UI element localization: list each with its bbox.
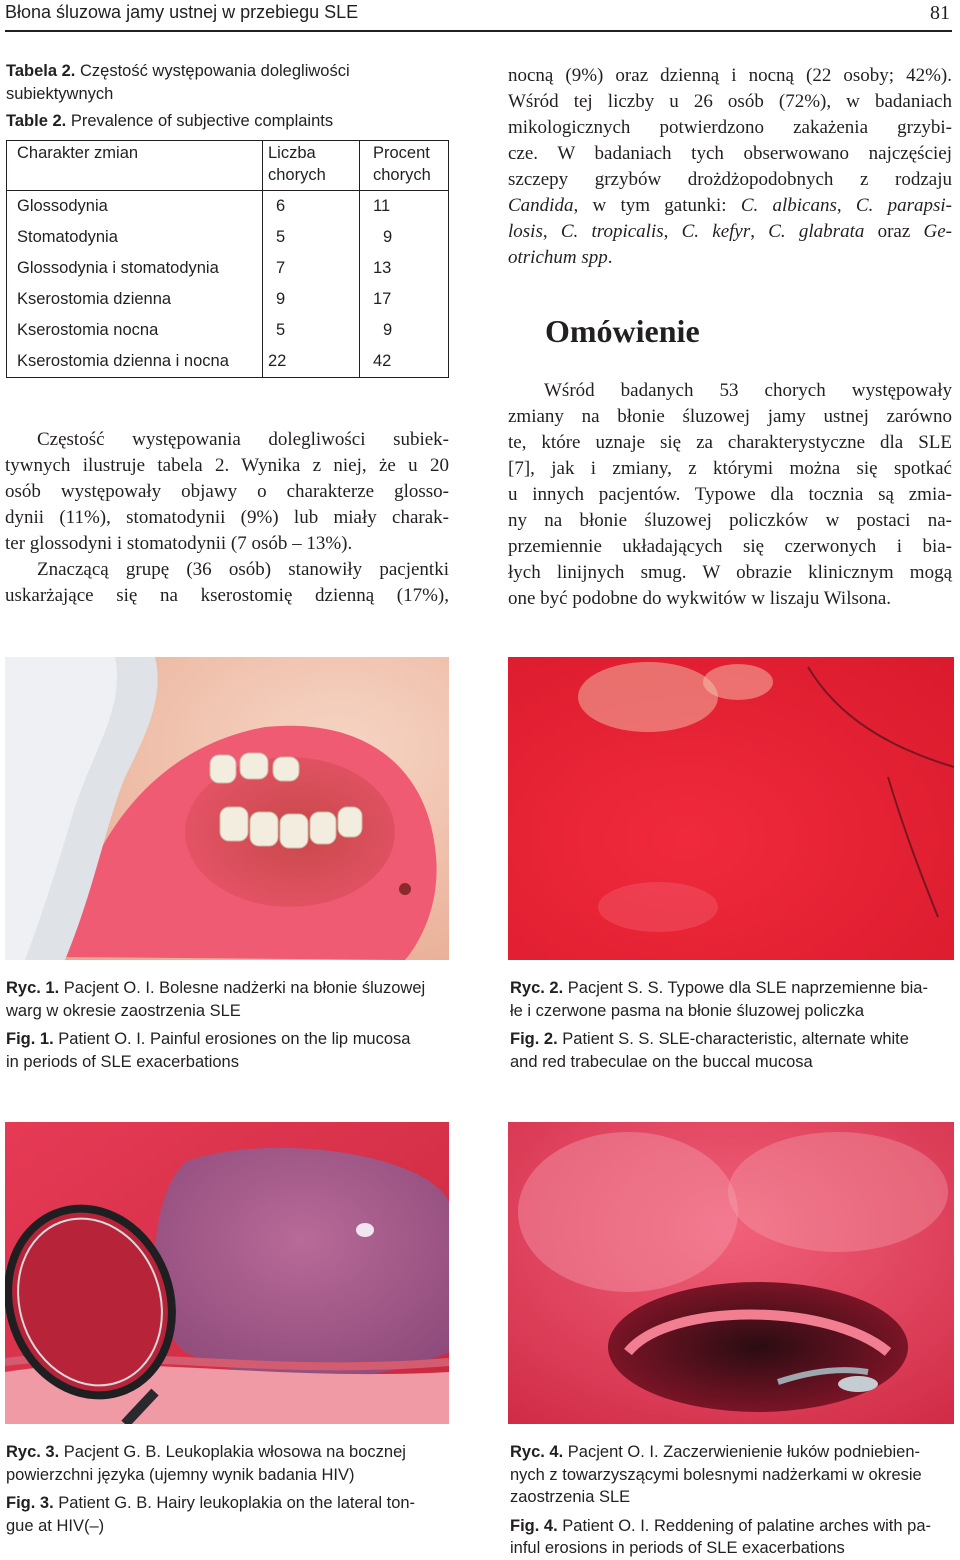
text-line: przemiennie układających się czerwonych i bia- — [508, 536, 952, 557]
text-line — [508, 245, 952, 271]
table-row-count: 22 — [268, 352, 287, 370]
section-heading: Omówienie — [545, 313, 700, 349]
text-fragment: , — [750, 221, 769, 242]
table-row-count: 6 — [276, 197, 286, 215]
table-row-percent: 9 — [383, 228, 393, 246]
header-rule — [5, 30, 952, 32]
page-number: 81 — [930, 2, 950, 24]
text-line: uskarżające się na kserostomię dzienną (17%), — [5, 585, 449, 606]
caption-text: Patient S. S. SLE-characteristic, alternate white — [562, 1030, 909, 1048]
species-name: C. albicans — [740, 195, 837, 216]
text-line: ny na błonie śluzowej policzków w postaci na- — [508, 510, 952, 531]
caption-label: Fig. 2. — [510, 1030, 558, 1048]
caption-label: Fig. 1. — [6, 1030, 54, 1048]
figure-4-photo — [508, 1122, 954, 1424]
table-header-type: Charakter zmian — [17, 144, 139, 162]
text-line: Wśród tej liczby u 26 osób (72%), w badaniach — [508, 91, 952, 112]
genus-name: otrichum spp — [508, 247, 608, 268]
figure-2-photo — [508, 657, 954, 960]
table-header-count-line1: Liczba — [268, 144, 316, 162]
text-line: cze. W badaniach tych obserwowano najczęściej — [508, 143, 952, 164]
species-name: C. tropicalis — [560, 221, 664, 242]
caption-text: Patient G. B. Hairy leukoplakia on the lateral ton- — [58, 1494, 416, 1512]
table-row-percent: 13 — [373, 259, 392, 277]
text-fragment: , — [542, 221, 561, 242]
species-name: C. glabrata — [768, 221, 865, 242]
table-column-divider — [262, 141, 263, 377]
caption-label: Fig. 3. — [6, 1494, 54, 1512]
text-line: Częstość występowania dolegliwości subiek- — [37, 429, 449, 450]
body-paragraph — [508, 63, 952, 271]
text-line: nocną (9%) oraz dzienną i nocną (22 osoby; 42%). — [508, 65, 952, 86]
figure-3-caption — [6, 1441, 415, 1537]
caption-text: and red trabeculae on the buccal mucosa — [510, 1052, 813, 1071]
text-fragment: oraz — [864, 221, 924, 242]
caption-text: inful erosions in periods of SLE exacerbations — [510, 1539, 845, 1557]
table-row-label: Kserostomia nocna — [17, 321, 159, 339]
table-header-rule — [7, 190, 448, 191]
table-caption-en-label: Table 2. — [6, 112, 67, 130]
text-line: tywnych ilustruje tabela 2. Wynika z niej, że u 20 — [5, 455, 449, 476]
caption-text: gue at HIV(–) — [6, 1516, 105, 1535]
table-caption-pl-label: Tabela 2. — [6, 62, 76, 80]
genus-name: Ge- — [923, 221, 953, 242]
table-row-count: 5 — [276, 228, 286, 246]
caption-label: Fig. 4. — [510, 1516, 558, 1535]
caption-label: Ryc. 1. — [6, 979, 60, 997]
species-name: C. kefyr — [681, 221, 751, 242]
text-line: łych linijnych smug. W obrazie klinicznym mogą — [508, 562, 952, 583]
caption-text: Pacjent G. B. Leukoplakia włosowa na bocznej — [63, 1443, 406, 1461]
caption-label: Ryc. 2. — [510, 979, 564, 997]
table-row-label: Kserostomia dzienna i nocna — [17, 352, 229, 370]
body-paragraph — [5, 427, 449, 557]
table-row-label: Stomatodynia — [17, 228, 118, 246]
complaints-table — [6, 140, 449, 378]
table-caption-pl-line1: Częstość występowania dolegliwości — [80, 62, 350, 80]
text-line — [508, 219, 952, 245]
table-row-percent: 17 — [373, 290, 392, 308]
caption-text: Patient O. I. Painful erosiones on the lip mucosa — [58, 1030, 411, 1048]
table-row-percent: 42 — [373, 352, 392, 370]
text-line: osób występowały objawy o charakterze glosso- — [5, 481, 449, 502]
table-row-count: 9 — [276, 290, 286, 308]
species-name: C. parapsi- — [855, 195, 952, 216]
table-header-percent — [373, 142, 431, 186]
caption-label: Ryc. 4. — [510, 1443, 564, 1461]
caption-text: warg w okresie zaostrzenia SLE — [6, 1001, 241, 1020]
table-header-count-line2: chorych — [268, 166, 326, 184]
body-paragraph — [508, 378, 952, 612]
text-line: Znaczącą grupę (36 osób) stanowiły pacjentki — [37, 559, 449, 580]
caption-text: Pacjent O. I. Zaczerwienienie łuków podniebien- — [567, 1443, 920, 1461]
caption-text: łe i czerwone pasma na błonie śluzowej policzka — [510, 1001, 865, 1020]
genus-name: Candida — [508, 195, 574, 216]
caption-text: nych z towarzyszącymi bolesnymi nadżerkami w okresie — [510, 1465, 922, 1484]
table-row-percent: 9 — [383, 321, 393, 339]
body-paragraph — [5, 557, 449, 609]
caption-label: Ryc. 3. — [6, 1443, 60, 1461]
table-header-percent-line2: chorych — [373, 166, 431, 184]
text-fragment: , w tym gatunki: — [573, 195, 741, 216]
table-row-percent: 11 — [373, 197, 391, 215]
text-line: u innych pacjentów. Typowe dla tocznia są zmia- — [508, 484, 952, 505]
caption-text: zaostrzenia SLE — [510, 1488, 631, 1506]
running-title: Błona śluzowa jamy ustnej w przebiegu SLE — [5, 2, 359, 22]
table-row-label: Glossodynia — [17, 197, 108, 215]
figure-4-caption — [510, 1441, 931, 1560]
table-column-divider — [359, 141, 360, 377]
text-line: mikologicznych potwierdzono zakażenia grzybi- — [508, 117, 952, 138]
text-fragment: . — [607, 247, 613, 268]
table-caption-pl-line2: subiektywnych — [6, 84, 114, 103]
text-fragment: , — [836, 195, 856, 216]
table-row-count: 7 — [276, 259, 286, 277]
text-line: ter glossodyni i stomatodynii (7 osób – 13%). — [5, 533, 353, 554]
table-row-count: 5 — [276, 321, 286, 339]
text-line: [7], jak i zmiany, z którymi można się spotkać — [508, 458, 952, 479]
table-row-label: Kserostomia dzienna — [17, 290, 172, 308]
text-fragment: , — [663, 221, 682, 242]
text-line: te, które uznaje się za charakterystyczne dla SLE — [508, 432, 952, 453]
text-line: dynii (11%), stomatodynii (9%) lub miały charak- — [5, 507, 449, 528]
caption-text: in periods of SLE exacerbations — [6, 1052, 239, 1071]
text-line: Wśród badanych 53 chorych występowały — [544, 380, 952, 401]
figure-1-photo — [5, 657, 449, 960]
table-caption-en-text: Prevalence of subjective complaints — [70, 112, 334, 130]
caption-text: Patient O. I. Reddening of palatine arches with pa- — [562, 1516, 931, 1535]
figure-2-caption — [510, 977, 928, 1073]
table-header-count — [268, 142, 326, 186]
figure-1-caption — [6, 977, 425, 1073]
table-caption-en — [6, 112, 446, 131]
caption-text: Pacjent S. S. Typowe dla SLE naprzemienne bia- — [567, 979, 928, 997]
text-line — [508, 193, 952, 219]
figure-3-photo — [5, 1122, 449, 1424]
table-caption-pl — [6, 60, 446, 105]
caption-text: powierzchni języka (ujemny wynik badania HIV) — [6, 1465, 355, 1484]
text-line: one być podobne do wykwitów w liszaju Wilsona. — [508, 588, 892, 609]
table-header-percent-line1: Procent — [373, 144, 430, 162]
text-line: zmiany na błonie śluzowej jamy ustnej zarówno — [508, 406, 952, 427]
species-name: losis — [508, 221, 543, 242]
table-row-label: Glossodynia i stomatodynia — [17, 259, 219, 277]
caption-text: Pacjent O. I. Bolesne nadżerki na błonie śluzowej — [63, 979, 426, 997]
text-line: szczepy grzybów drożdżopodobnych z rodzaju — [508, 169, 952, 190]
